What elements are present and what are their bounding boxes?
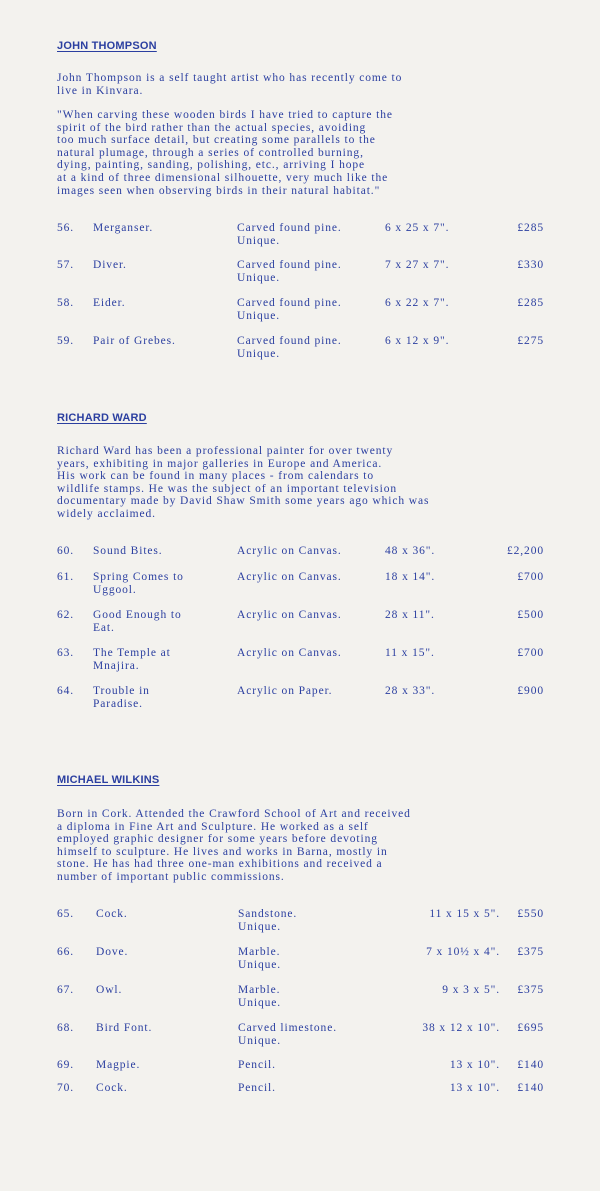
item-number: 56.: [57, 222, 75, 234]
item-medium: Carved found pine. Unique.: [237, 335, 342, 360]
item-price: £375: [517, 946, 544, 958]
item-number: 59.: [57, 335, 75, 347]
section-heading-richard-ward: RICHARD WARD: [57, 412, 147, 424]
item-number: 60.: [57, 545, 75, 557]
item-title: Pair of Grebes.: [93, 335, 176, 347]
bio-richard-ward: Richard Ward has been a professional painter for over twenty years, exhibiting in major galleries in Europe and America. His work can be found in many places - from calendars to wildlife stamps. He was the subject of an important television documentary made by David Shaw Smith some years ago which was widely acclaimed.: [57, 445, 430, 520]
item-title: Bird Font.: [96, 1022, 153, 1034]
item-price: £695: [517, 1022, 544, 1034]
item-title: Trouble in Paradise.: [93, 685, 150, 710]
item-title: Spring Comes to Uggool.: [93, 571, 184, 596]
item-number: 57.: [57, 259, 75, 271]
item-price: £700: [517, 571, 544, 583]
item-medium: Carved found pine. Unique.: [237, 259, 342, 284]
item-number: 65.: [57, 908, 75, 920]
item-dimensions: 13 x 10".: [449, 1082, 500, 1094]
item-medium: Sandstone. Unique.: [238, 908, 298, 933]
item-price: £375: [517, 984, 544, 996]
item-medium: Marble. Unique.: [238, 984, 282, 1009]
item-price: £900: [517, 685, 544, 697]
item-price: £330: [517, 259, 544, 271]
item-medium: Acrylic on Canvas.: [237, 545, 342, 557]
item-dimensions: 11 x 15".: [385, 647, 435, 659]
item-dimensions: 7 x 27 x 7".: [385, 259, 450, 271]
item-number: 67.: [57, 984, 75, 996]
item-number: 64.: [57, 685, 75, 697]
item-price: £550: [517, 908, 544, 920]
item-price: £140: [517, 1082, 544, 1094]
item-number: 69.: [57, 1059, 75, 1071]
item-title: Dove.: [96, 946, 129, 958]
item-title: Good Enough to Eat.: [93, 609, 182, 634]
item-dimensions: 48 x 36".: [385, 545, 436, 557]
item-price: £285: [517, 222, 544, 234]
item-price: £285: [517, 297, 544, 309]
item-dimensions: 6 x 22 x 7".: [385, 297, 450, 309]
item-medium: Carved found pine. Unique.: [237, 297, 342, 322]
item-dimensions: 6 x 25 x 7".: [385, 222, 450, 234]
item-number: 70.: [57, 1082, 75, 1094]
item-medium: Acrylic on Canvas.: [237, 609, 342, 621]
section-heading-john-thompson: JOHN THOMPSON: [57, 40, 157, 52]
item-title: Magpie.: [96, 1059, 141, 1071]
item-medium: Acrylic on Canvas.: [237, 647, 342, 659]
item-price: £275: [517, 335, 544, 347]
item-dimensions: 9 x 3 x 5".: [442, 984, 500, 996]
item-medium: Pencil.: [238, 1082, 276, 1094]
item-number: 63.: [57, 647, 75, 659]
item-title: Merganser.: [93, 222, 154, 234]
item-medium: Carved limestone. Unique.: [238, 1022, 337, 1047]
item-dimensions: 7 x 10½ x 4".: [426, 946, 500, 958]
item-price: £2,200: [506, 545, 544, 557]
item-medium: Pencil.: [238, 1059, 276, 1071]
item-title: Owl.: [96, 984, 123, 996]
item-number: 58.: [57, 297, 75, 309]
item-number: 68.: [57, 1022, 75, 1034]
item-dimensions: 13 x 10".: [449, 1059, 500, 1071]
item-medium: Acrylic on Canvas.: [237, 571, 342, 583]
item-price: £700: [517, 647, 544, 659]
item-dimensions: 28 x 11".: [385, 609, 435, 621]
bio-john-thompson-quote: "When carving these wooden birds I have tried to capture the spirit of the bird rather than the actual species, avoiding too much surface detail, but creating some parallels to the natural plumage, through a series of controlled burning, dying, painting, sanding, polishing, etc., arriving I hope at a kind of three dimensional silhouette, very much like the images seen when observing birds in their natural habitat.": [57, 109, 393, 197]
item-title: Cock.: [96, 1082, 128, 1094]
item-title: Cock.: [96, 908, 128, 920]
item-number: 66.: [57, 946, 75, 958]
item-price: £140: [517, 1059, 544, 1071]
item-dimensions: 28 x 33".: [385, 685, 436, 697]
item-dimensions: 6 x 12 x 9".: [385, 335, 450, 347]
item-price: £500: [517, 609, 544, 621]
item-dimensions: 18 x 14".: [385, 571, 436, 583]
item-number: 61.: [57, 571, 75, 583]
bio-john-thompson-intro: John Thompson is a self taught artist who has recently come to live in Kinvara.: [57, 72, 403, 97]
item-number: 62.: [57, 609, 75, 621]
bio-michael-wilkins: Born in Cork. Attended the Crawford School of Art and received a diploma in Fine Art and Sculpture. He worked as a self employed graphic designer for some years before devoting himself to sculpture. He lives and works in Barna, mostly in stone. He has had three one-man exhibitions and received a number of important public commissions.: [57, 808, 411, 883]
item-medium: Carved found pine. Unique.: [237, 222, 342, 247]
section-heading-michael-wilkins: MICHAEL WILKINS: [57, 774, 160, 786]
item-medium: Marble. Unique.: [238, 946, 282, 971]
item-title: Diver.: [93, 259, 127, 271]
item-dimensions: 38 x 12 x 10".: [422, 1022, 500, 1034]
item-dimensions: 11 x 15 x 5".: [429, 908, 500, 920]
item-medium: Acrylic on Paper.: [237, 685, 333, 697]
item-title: Sound Bites.: [93, 545, 163, 557]
item-title: Eider.: [93, 297, 126, 309]
item-title: The Temple at Mnajira.: [93, 647, 171, 672]
